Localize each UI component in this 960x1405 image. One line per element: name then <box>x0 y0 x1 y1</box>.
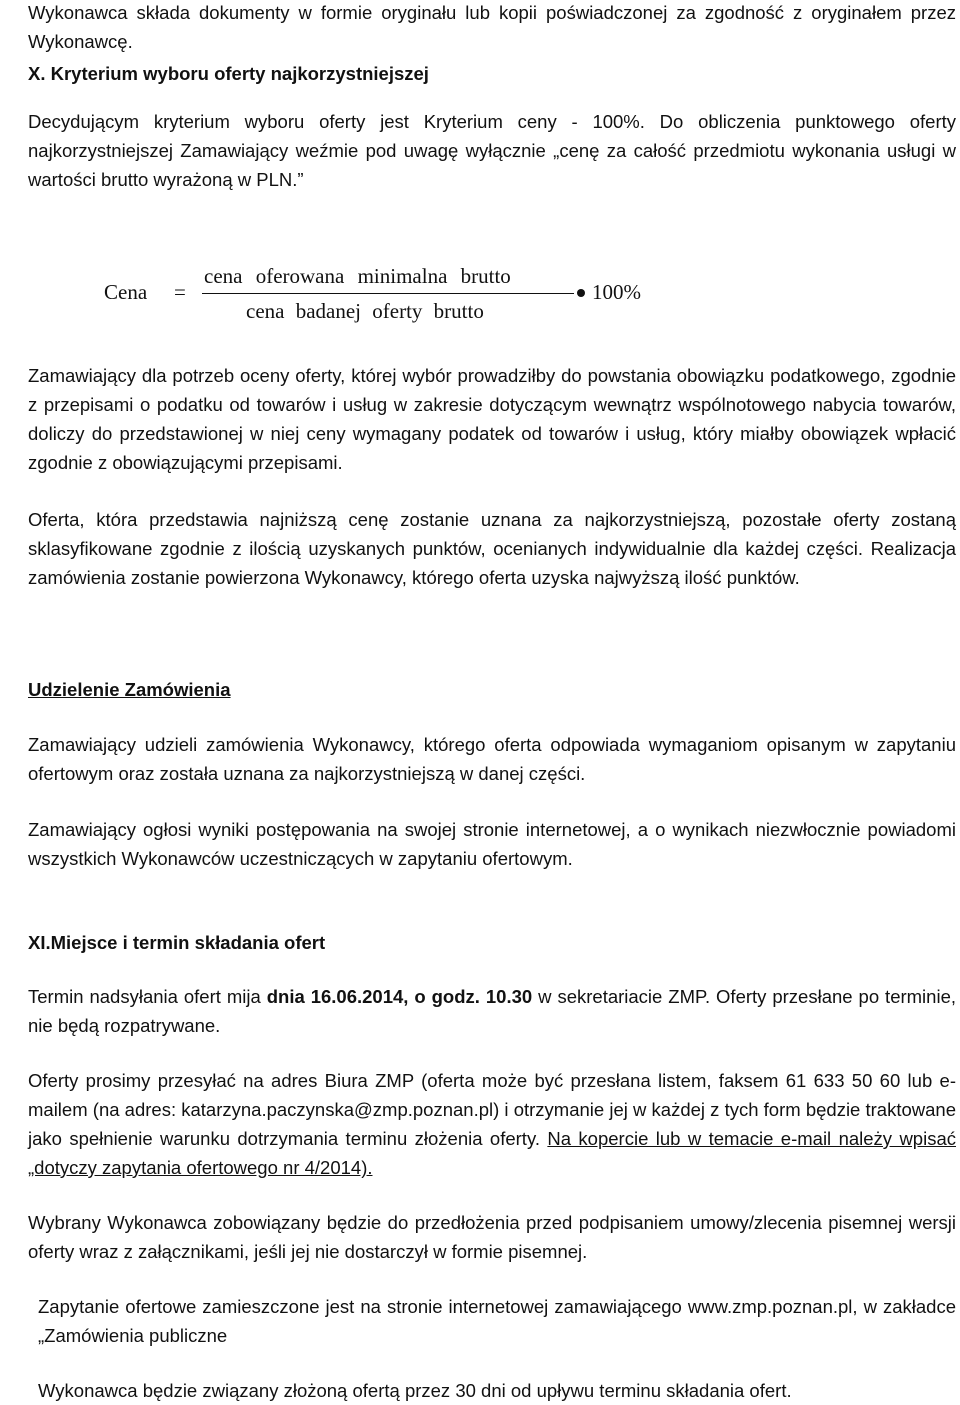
binding-period-paragraph: Wykonawca będzie związany złożoną ofertą przez 30 dni od upływu terminu składania ofert. <box>38 1380 792 1401</box>
formula-denominator: cena badanej oferty brutto <box>246 299 484 323</box>
deadline-paragraph <box>28 982 956 1040</box>
website-paragraph: Zapytanie ofertowe zamieszczone jest na stronie internetowej zamawiającego www.zmp.poznan.pl, w zakładce „Zamówienia publiczne <box>38 1296 956 1346</box>
written-version-paragraph: Wybrany Wykonawca zobowiązany będzie do przedłożenia przed podpisaniem umowy/zlecenia pisemnej wersji oferty wraz z załącznikami, jeśli jej nie dostarczył w formie pisemnej. <box>28 1212 956 1262</box>
award-heading: Udzielenie Zamówienia <box>28 679 231 700</box>
tax-paragraph: Zamawiający dla potrzeb oceny oferty, której wybór prowadziłby do powstania obowiązku podatkowego, zgodnie z przepisami o podatku od towarów i usług w zakresie dotyczącym wewnątrz wspólnotowego nabycia towarów, doliczy do przedstawionej w niej ceny wymagany podatek od towarów i usług, który miałby obowiązek wpłacić zgodnie z obowiązującymi przepisami. <box>28 365 956 473</box>
criterion-paragraph: Decydującym kryterium wyboru oferty jest Kryterium ceny - 100%. Do obliczenia punktowego oferty najkorzystniejszej Zamawiający weźmie pod uwagę wyłącznie „cenę za całość przedmiotu wykonania usługi w wartości brutto wyrażoną w PLN.” <box>28 111 956 190</box>
formula-equals: = <box>174 280 186 304</box>
fraction-bar <box>202 293 574 294</box>
formula-lhs: Cena <box>104 280 148 304</box>
deadline-text-after: w sekretariacie ZMP. Oferty przesłane po terminie, nie będą rozpatrywane. <box>28 986 956 1036</box>
envelope-instruction: Na kopercie lub w temacie e-mail należy wpisać „dotyczy zapytania ofertowego nr 4/2014). <box>28 1128 956 1178</box>
results-paragraph: Zamawiający ogłosi wyniki postępowania na swojej stronie internetowej, a o wynikach niezwłocznie powiadomi wszystkich Wykonawców uczestniczących w zapytaniu ofertowym. <box>28 819 956 869</box>
deadline-text-before: Termin nadsyłania ofert mija <box>28 986 267 1007</box>
intro-paragraph: Wykonawca składa dokumenty w formie oryginału lub kopii poświadczonej za zgodność z oryginałem przez Wykonawcę. <box>28 2 956 52</box>
submission-paragraph <box>28 1066 956 1182</box>
formula-multiplier: 100% <box>592 280 641 304</box>
section-xi-heading: XI.Miejsce i termin składania ofert <box>28 932 326 953</box>
award-paragraph: Zamawiający udzieli zamówienia Wykonawcy, którego oferta odpowiada wymaganiom opisanym w zapytaniu ofertowym oraz została uznana za najkorzystniejszą w danej części. <box>28 734 956 784</box>
lowest-price-paragraph: Oferta, która przedstawia najniższą cenę zostanie uznana za najkorzystniejszą, pozostałe oferty zostaną sklasyfikowane zgodnie z ilością uzyskanych punktów, ocenianych indywidualnie dla każdej części. Realizacja zamówienia zostanie powierzona Wykonawcy, którego oferta uzyska najwyższą ilość punktów. <box>28 509 956 588</box>
multiply-dot <box>577 289 585 297</box>
formula-numerator: cena oferowana minimalna brutto <box>204 264 511 288</box>
submission-text: Oferty prosimy przesyłać na adres Biura ZMP (oferta może być przesłana listem, faksem 61 633 50 60 lub e-mailem (na adres: katarzyna.paczynska@zmp.poznan.pl) i otrzymanie jej w każdej z tych form będzie traktowane jako spełnienie warunku dotrzymania terminu złożenia oferty. <box>28 1070 956 1149</box>
price-formula <box>100 258 700 338</box>
deadline-date: dnia 16.06.2014, o godz. 10.30 <box>266 986 533 1007</box>
section-x-heading: X. Kryterium wyboru oferty najkorzystniejszej <box>28 63 429 84</box>
